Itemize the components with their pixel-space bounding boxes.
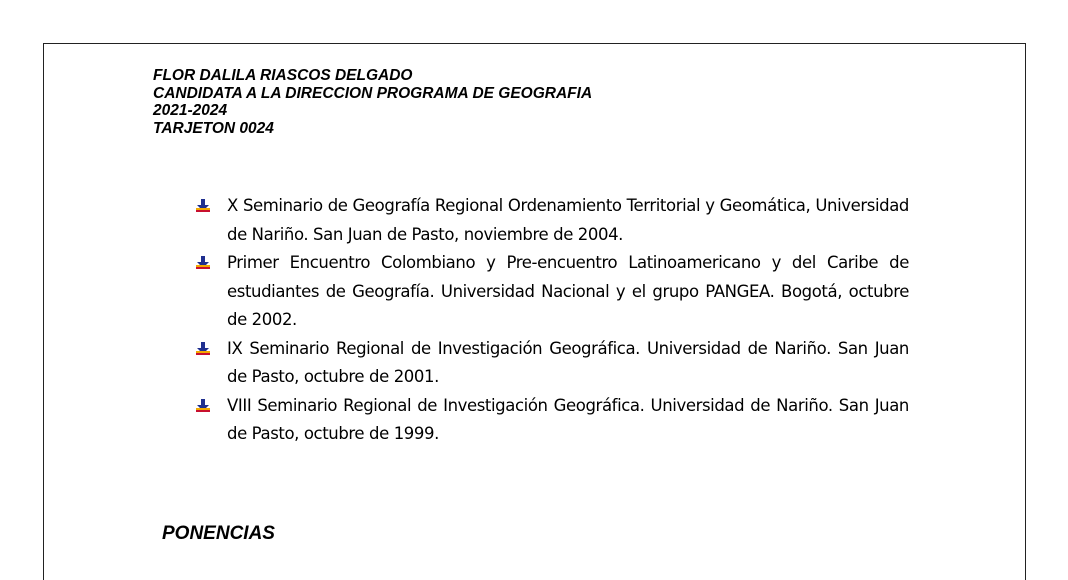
candidacy-title: CANDIDATA A LA DIRECCION PROGRAMA DE GEOGRAFIA [153, 84, 593, 102]
down-arrow-bullet-icon [196, 199, 210, 213]
ballot-number: TARJETON 0024 [153, 119, 274, 137]
candidate-name: FLOR DALILA RIASCOS DELGADO [153, 67, 413, 84]
document-header [153, 67, 592, 137]
event-text: X Seminario de Geografía Regional Ordenamiento Territorial y Geomática, Universidad de Nariño. San Juan de Pasto, noviembre de 2004. [227, 196, 909, 244]
list-item [196, 392, 909, 449]
events-list [196, 192, 909, 449]
list-item [196, 249, 909, 335]
down-arrow-bullet-icon [196, 256, 210, 270]
down-arrow-bullet-icon [196, 342, 210, 356]
event-text: Primer Encuentro Colombiano y Pre-encuentro Latinoamericano y del Caribe de estudiantes de Geografía. Universidad Nacional y el grupo PANGEA. Bogotá, octubre de 2002. [227, 253, 909, 329]
candidacy-period: 2021-2024 [153, 102, 228, 119]
event-text: IX Seminario Regional de Investigación Geográfica. Universidad de Nariño. San Juan de Pasto, octubre de 2001. [227, 338, 909, 386]
list-item [196, 335, 909, 392]
section-title: PONENCIAS [162, 523, 275, 544]
list-item [196, 192, 909, 249]
event-text: VIII Seminario Regional de Investigación Geográfica. Universidad de Nariño. San Juan de Pasto, octubre de 1999. [227, 395, 909, 443]
down-arrow-bullet-icon [196, 399, 210, 413]
